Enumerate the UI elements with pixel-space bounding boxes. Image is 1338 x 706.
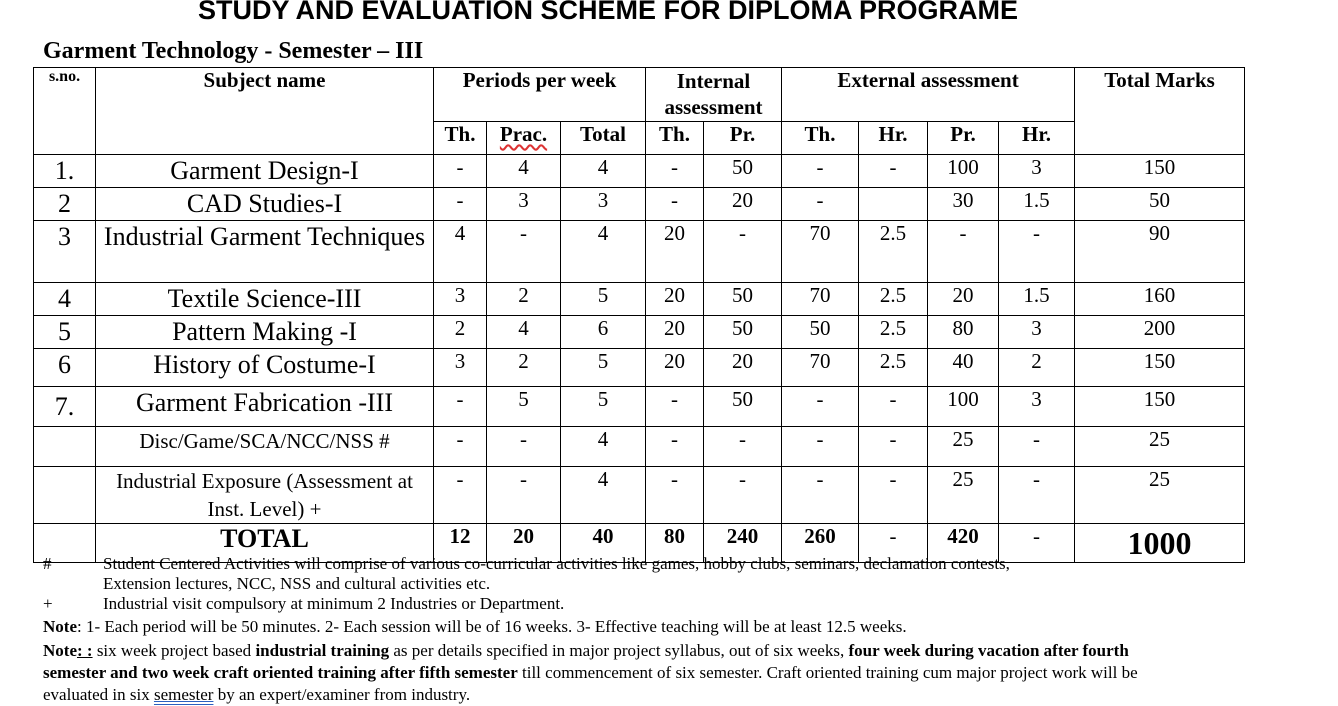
cell-subject: Pattern Making -I — [96, 316, 434, 349]
cell-period-total: 4 — [561, 221, 646, 283]
plus-text: Industrial visit compulsory at minimum 2 Industries or Department. — [103, 594, 565, 613]
note2-part-f: semester — [153, 685, 214, 704]
cell-period-total: 5 — [561, 349, 646, 387]
table-row — [34, 188, 1245, 221]
header-external-hr: Hr. — [999, 122, 1075, 155]
header-external-hr: Hr. — [859, 122, 928, 155]
cell-subject: Industrial Garment Techniques — [96, 221, 434, 283]
table-row — [34, 467, 1245, 524]
cell-external-hr: 3 — [999, 316, 1075, 349]
cell-period-total: 4 — [561, 467, 646, 524]
cell-total: 150 — [1075, 349, 1245, 387]
cell-external-hr: 2.5 — [859, 316, 928, 349]
cell-total: 25 — [1075, 467, 1245, 524]
cell-external-th: 50 — [782, 316, 859, 349]
cell-external-pr: 30 — [928, 188, 999, 221]
cell-external-hr: - — [859, 467, 928, 524]
cell-period-th: - — [434, 467, 487, 524]
footnote-plus — [43, 594, 1243, 614]
cell-sno: 3 — [34, 221, 96, 283]
header-total-marks: Total Marks — [1075, 68, 1245, 155]
cell-internal-pr: - — [704, 427, 782, 467]
cell-external-hr: - — [999, 221, 1075, 283]
cell-period-prac: 4 — [487, 155, 561, 188]
cell-period-prac: 5 — [487, 387, 561, 427]
cell-external-hr: 2.5 — [859, 283, 928, 316]
cell-internal-th: - — [646, 387, 704, 427]
cell-external-th: 70 — [782, 349, 859, 387]
cell-period-total: 5 — [561, 283, 646, 316]
cell-external-hr: 3 — [999, 155, 1075, 188]
cell-internal-pr: 20 — [704, 188, 782, 221]
footnote-hash — [43, 554, 1243, 594]
cell-period-total: 6 — [561, 316, 646, 349]
cell-period-total: 5 — [561, 387, 646, 427]
cell-subject: Industrial Exposure (Assessment at Inst. Level) + — [96, 467, 434, 524]
cell-internal-th: - — [646, 427, 704, 467]
hash-mark: # — [43, 554, 52, 573]
table-row — [34, 283, 1245, 316]
cell-external-hr: - — [999, 467, 1075, 524]
note2-part-b: industrial training — [255, 641, 390, 660]
cell-period-prac: 2 — [487, 349, 561, 387]
header-internal-pr: Pr. — [704, 122, 782, 155]
cell-total: 90 — [1075, 221, 1245, 283]
cell-period-th: - — [434, 387, 487, 427]
cell-internal-pr: 50 — [704, 283, 782, 316]
cell-external-th: - — [782, 467, 859, 524]
cell-subject: Garment Design-I — [96, 155, 434, 188]
cell-external-th: - — [782, 155, 859, 188]
note2-part-d: four week during vacation after fourth semester and two week craft oriented training after fifth semester — [43, 641, 1129, 682]
cell-internal-pr: - — [704, 221, 782, 283]
cell-period-prac: 3 — [487, 188, 561, 221]
note-2 — [43, 640, 1193, 706]
cell-internal-th: - — [646, 188, 704, 221]
cell-period-total: 4 — [561, 427, 646, 467]
cell-period-th: 2 — [434, 316, 487, 349]
cell-internal-pr: 50 — [704, 316, 782, 349]
cell-subject: Disc/Game/SCA/NCC/NSS # — [96, 427, 434, 467]
cell-external-hr: - — [859, 524, 928, 563]
cell-internal-th: 20 — [646, 316, 704, 349]
header-external-th: Th. — [782, 122, 859, 155]
header-external-pr: Pr. — [928, 122, 999, 155]
cell-grand-total: 1000 — [1075, 524, 1245, 563]
note-1 — [43, 617, 1243, 637]
cell-external-th: 70 — [782, 283, 859, 316]
cell-internal-th: 80 — [646, 524, 704, 563]
cell-period-prac: - — [487, 427, 561, 467]
note2-label: Note — [43, 641, 77, 660]
table-row — [34, 221, 1245, 283]
cell-external-hr: - — [859, 155, 928, 188]
cell-internal-pr: - — [704, 467, 782, 524]
header-period-total: Total — [561, 122, 646, 155]
cell-sno: 4 — [34, 283, 96, 316]
cell-external-hr: 3 — [999, 387, 1075, 427]
cell-internal-pr: 50 — [704, 155, 782, 188]
note2-part-c: as per details specified in major project syllabus, out of six weeks, — [389, 641, 849, 660]
note2-colon: : : — [76, 641, 93, 660]
table-row — [34, 427, 1245, 467]
header-period-prac — [487, 122, 561, 155]
cell-external-th: - — [782, 387, 859, 427]
cell-subject: History of Costume-I — [96, 349, 434, 387]
cell-period-th: 3 — [434, 349, 487, 387]
cell-total: 25 — [1075, 427, 1245, 467]
cell-internal-th: - — [646, 467, 704, 524]
cell-external-hr: 2.5 — [859, 349, 928, 387]
plus-mark: + — [43, 594, 53, 613]
cell-period-prac: 2 — [487, 283, 561, 316]
cell-sno: 1. — [34, 155, 96, 188]
cell-subject: CAD Studies-I — [96, 188, 434, 221]
cell-internal-th: - — [646, 155, 704, 188]
notes-section — [43, 554, 1243, 706]
table-row — [34, 155, 1245, 188]
cell-external-pr: 20 — [928, 283, 999, 316]
cell-external-th: - — [782, 427, 859, 467]
cell-external-hr: - — [859, 387, 928, 427]
cell-sno — [34, 427, 96, 467]
cell-subject: Garment Fabrication -III — [96, 387, 434, 427]
cell-internal-pr: 20 — [704, 349, 782, 387]
cell-external-pr: 100 — [928, 155, 999, 188]
page-title: STUDY AND EVALUATION SCHEME FOR DIPLOMA PROGRAME — [198, 0, 1019, 20]
header-period-th: Th. — [434, 122, 487, 155]
header-internal-th: Th. — [646, 122, 704, 155]
hash-text: Student Centered Activities will comprise of various co-curricular activities like games, hobby clubs, seminars, declamation contests, Extension lectures, NCC, NSS and cultural activities etc. — [103, 554, 1010, 593]
cell-period-th: 4 — [434, 221, 487, 283]
cell-internal-th: 20 — [646, 283, 704, 316]
cell-external-th: 70 — [782, 221, 859, 283]
header-periods: Periods per week — [434, 68, 646, 122]
cell-period-prac: 4 — [487, 316, 561, 349]
cell-period-th: 12 — [434, 524, 487, 563]
cell-sno: 7. — [34, 387, 96, 427]
header-internal: Internal assessment — [646, 68, 782, 122]
cell-period-total: 4 — [561, 155, 646, 188]
cell-external-th: 260 — [782, 524, 859, 563]
cell-period-total: 3 — [561, 188, 646, 221]
cell-sno: 2 — [34, 188, 96, 221]
table-row — [34, 387, 1245, 427]
note2-part-e: till commencement of six semester. Craft oriented training cum major project work will be evaluated in six — [43, 663, 1138, 704]
header-sno: s.no. — [34, 68, 96, 155]
cell-period-prac: - — [487, 467, 561, 524]
cell-total: 200 — [1075, 316, 1245, 349]
cell-external-hr: - — [999, 427, 1075, 467]
cell-external-hr — [859, 188, 928, 221]
cell-sno: 6 — [34, 349, 96, 387]
cell-external-pr: 420 — [928, 524, 999, 563]
note1-label: Note — [43, 617, 77, 636]
cell-internal-pr: 240 — [704, 524, 782, 563]
cell-subject: Textile Science-III — [96, 283, 434, 316]
cell-external-hr: 1.5 — [999, 283, 1075, 316]
cell-external-pr: - — [928, 221, 999, 283]
cell-total: 150 — [1075, 387, 1245, 427]
cell-period-th: - — [434, 188, 487, 221]
total-label: TOTAL — [96, 524, 434, 563]
cell-period-th: - — [434, 155, 487, 188]
cell-external-pr: 80 — [928, 316, 999, 349]
header-prac-text: Prac. — [499, 122, 548, 146]
cell-period-th: - — [434, 427, 487, 467]
table-row — [34, 316, 1245, 349]
cell-internal-th: 20 — [646, 221, 704, 283]
cell-period-total: 40 — [561, 524, 646, 563]
header-subject: Subject name — [96, 68, 434, 155]
cell-external-pr: 25 — [928, 467, 999, 524]
cell-period-th: 3 — [434, 283, 487, 316]
cell-internal-pr: 50 — [704, 387, 782, 427]
note2-part-g: by an expert/examiner from industry. — [213, 685, 471, 704]
note1-text: : 1- Each period will be 50 minutes. 2- Each session will be of 16 weeks. 3- Effective teaching will be at least 12.5 weeks. — [76, 617, 907, 636]
cell-sno: 5 — [34, 316, 96, 349]
cell-total: 50 — [1075, 188, 1245, 221]
cell-external-hr: 2 — [999, 349, 1075, 387]
cell-external-hr: 1.5 — [999, 188, 1075, 221]
cell-total: 150 — [1075, 155, 1245, 188]
page-subtitle: Garment Technology - Semester – III — [43, 38, 424, 64]
cell-external-hr: 2.5 — [859, 221, 928, 283]
cell-total: 160 — [1075, 283, 1245, 316]
cell-external-pr: 40 — [928, 349, 999, 387]
cell-period-prac: 20 — [487, 524, 561, 563]
cell-internal-th: 20 — [646, 349, 704, 387]
cell-external-pr: 25 — [928, 427, 999, 467]
cell-sno — [34, 467, 96, 524]
evaluation-scheme-table — [33, 67, 1245, 563]
table-row — [34, 349, 1245, 387]
cell-external-hr: - — [859, 427, 928, 467]
cell-external-pr: 100 — [928, 387, 999, 427]
cell-external-hr: - — [999, 524, 1075, 563]
cell-period-prac: - — [487, 221, 561, 283]
header-external: External assessment — [782, 68, 1075, 122]
cell-external-th: - — [782, 188, 859, 221]
note2-part-a: six week project based — [92, 641, 256, 660]
